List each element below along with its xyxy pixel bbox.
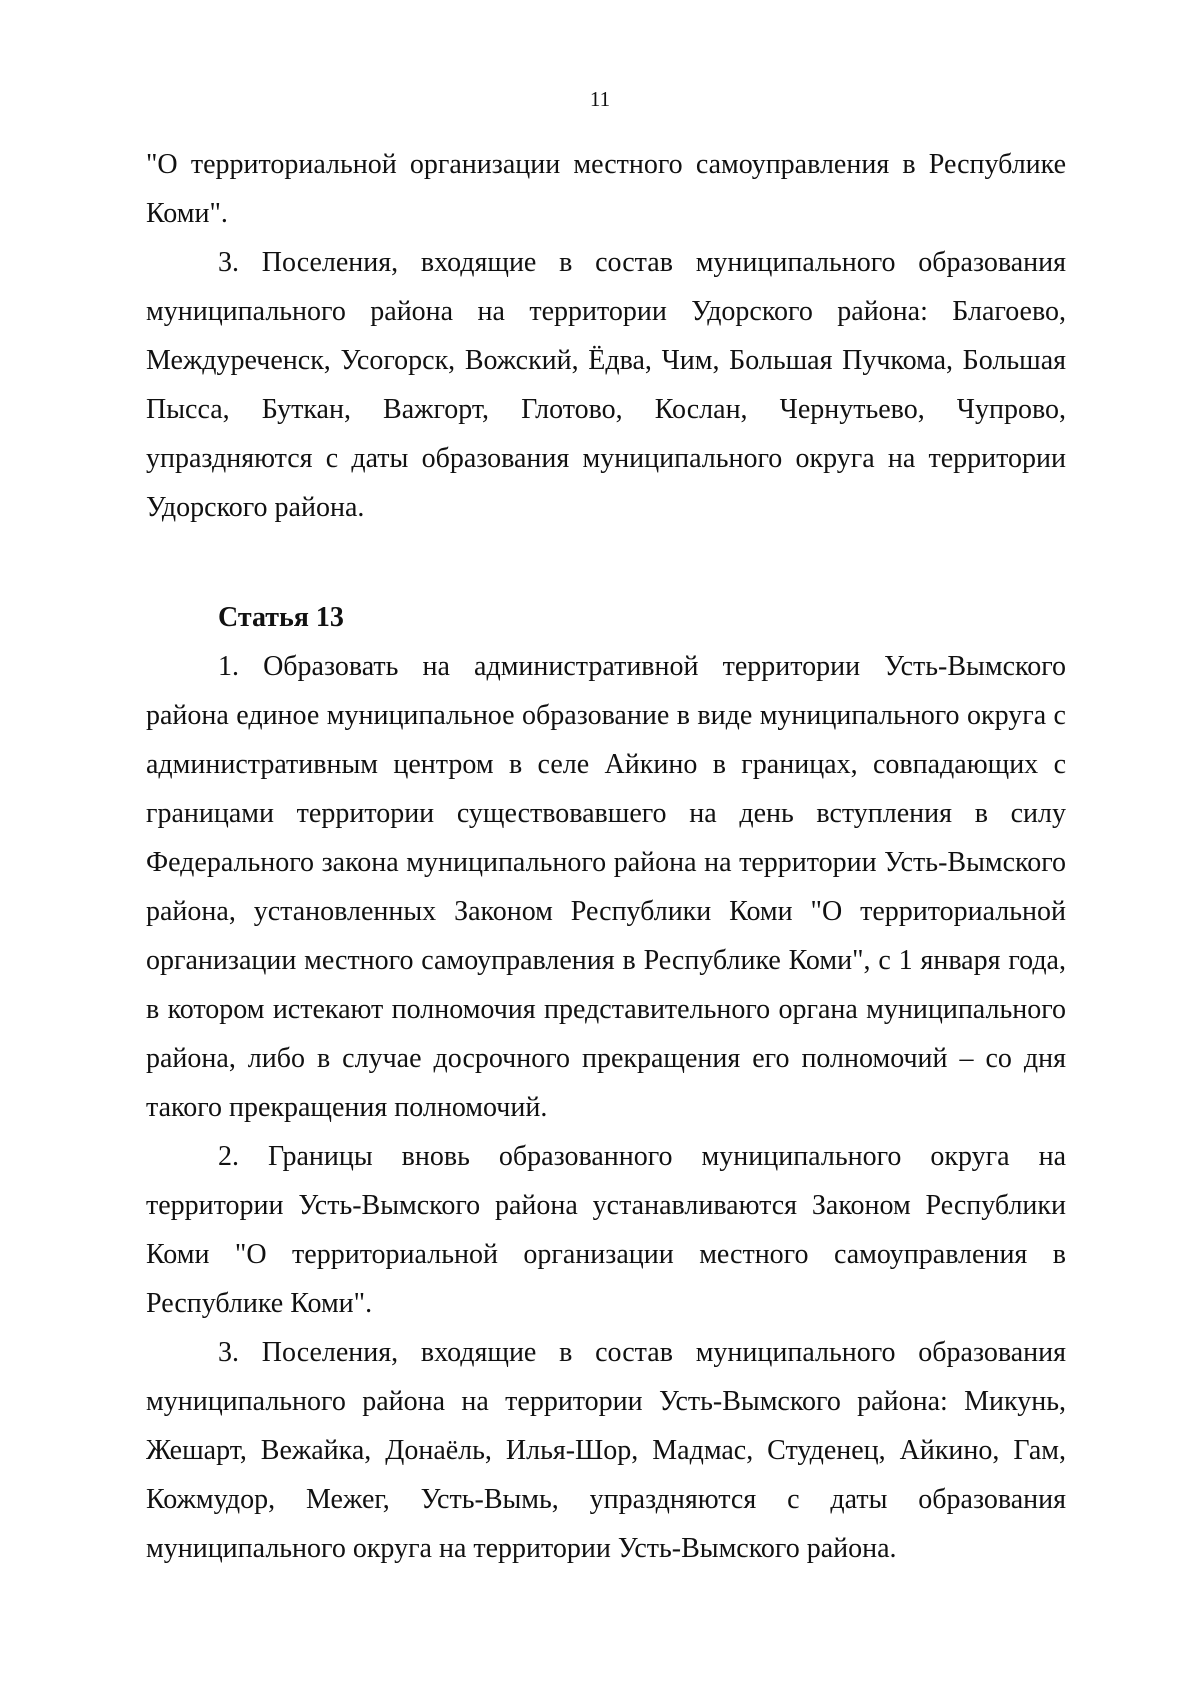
article-heading: Статья 13 <box>218 602 344 633</box>
paragraph-continuation: "О территориальной организации местного самоуправления в Республике Коми". <box>146 149 1066 229</box>
page-number: 11 <box>589 87 611 111</box>
paragraph-article13-item3: 3. Поселения, входящие в состав муниципального образования муниципального района на территории Усть-Вымского района: Микунь, Жешарт, Вежайка, Донаёль, Илья-Шор, Мадмас, Студенец, Айкино, Гам, Кожмудор, Межег, Усть-Вымь, упраздняются с даты образования муниципального округа на территории Усть-Вымского района. <box>146 1337 1066 1564</box>
document-body <box>146 140 1066 1573</box>
paragraph-article13-item2: 2. Границы вновь образованного муниципального округа на территории Усть-Вымского района устанавливаются Законом Республики Коми "О территориальной организации местного самоуправления в Республике Коми". <box>146 1141 1066 1319</box>
paragraph-article13-item1: 1. Образовать на административной территории Усть-Вымского района единое муниципальное образование в виде муниципального округа с административным центром в селе Айкино в границах, совпадающих с границами территории существовавшего на день вступления в силу Федерального закона муниципального района на территории Усть-Вымского района, установленных Законом Республики Коми "О территориальной организации местного самоуправления в Республике Коми", с 1 января года, в котором истекают полномочия представительного органа муниципального района, либо в случае досрочного прекращения его полномочий – со дня такого прекращения полномочий. <box>146 651 1066 1123</box>
paragraph-udora-settlements: 3. Поселения, входящие в состав муниципального образования муниципального района на территории Удорского района: Благоево, Междуреченск, Усогорск, Вожский, Ёдва, Чим, Большая Пучкома, Большая Пысса, Буткан, Важгорт, Глотово, Кослан, Чернутьево, Чупрово, упраздняются с даты образования муниципального округа на территории Удорского района. <box>146 247 1066 523</box>
